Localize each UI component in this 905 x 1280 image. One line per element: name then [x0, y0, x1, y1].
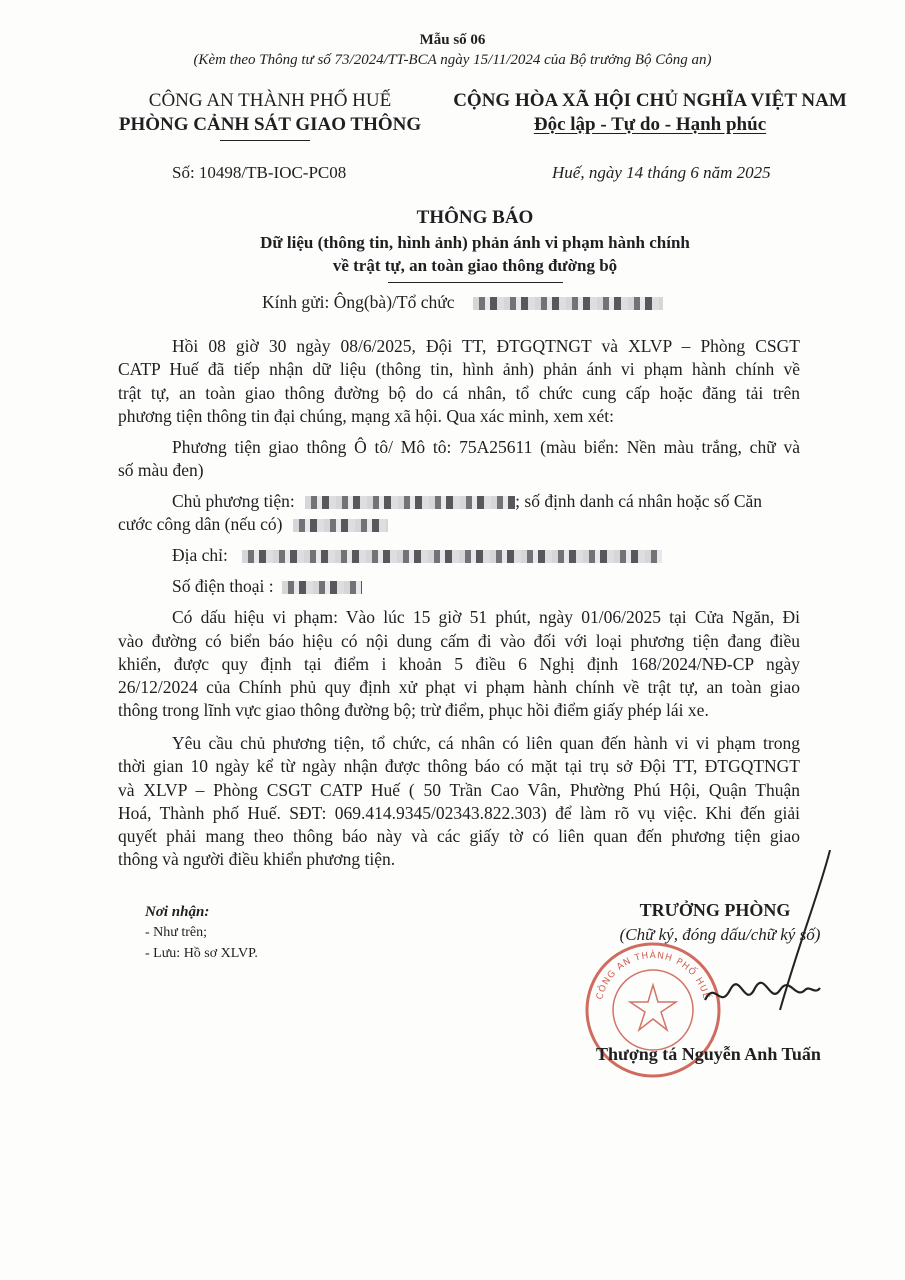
document-number: Số: 10498/TB-IOC-PC08	[172, 163, 347, 182]
vehicle-line-2: số màu đen)	[118, 460, 204, 480]
violation-line-4: 26/12/2024 của Chính phủ quy định xử phạt vi phạm hành chính về trật tự, an toàn giao	[118, 677, 800, 697]
form-number: Mẫu số 06	[419, 32, 486, 48]
phone-line	[172, 576, 362, 597]
document-subtitle-1: Dữ liệu (thông tin, hình ảnh) phản ánh vi phạm hành chính	[260, 233, 690, 252]
national-motto: Độc lập - Tự do - Hạnh phúc	[533, 114, 767, 135]
violation-line-2: vào đường có biển báo hiệu có nội dung cấm đi vào đối với loại phương tiện đang điều	[118, 631, 800, 651]
signer-title: TRƯỞNG PHÒNG	[639, 900, 791, 920]
owner-line	[172, 491, 762, 512]
owner-id-line	[118, 514, 388, 535]
agency-name: CÔNG AN THÀNH PHỐ HUẾ	[148, 90, 392, 111]
address-label: Địa chỉ:	[172, 545, 228, 565]
request-line-3: và XLVP – Phòng CSGT CATP Huế ( 50 Trần Cao Vân, Phường Phú Hội, Quận Thuận	[118, 780, 800, 800]
left-header-divider	[220, 140, 310, 141]
owner-id-label-2: cước công dân (nếu có)	[118, 514, 283, 534]
department-name: PHÒNG CẢNH SÁT GIAO THÔNG	[118, 114, 422, 135]
address-line	[172, 545, 662, 566]
paragraph-1-line-3: trật tự, an toàn giao thông đường bộ do cá nhân, tổ chức cung cấp hoặc đăng tải trên	[118, 383, 800, 403]
vehicle-line-1: Phương tiện giao thông Ô tô/ Mô tô: 75A25611 (màu biển: Nền màu trắng, chữ và	[172, 437, 800, 457]
recipient-item: - Lưu: Hồ sơ XLVP.	[145, 946, 258, 961]
document-title: THÔNG BÁO	[416, 207, 534, 228]
paragraph-1-line-1: Hồi 08 giờ 30 ngày 08/6/2025, Đội TT, ĐTGQTNGT và XLVP – Phòng CSGT	[172, 336, 800, 356]
recipients-label: Nơi nhận:	[145, 904, 210, 920]
signature-note: (Chữ ký, đóng dấu/chữ ký số)	[619, 925, 821, 944]
request-line-6: thông và người điều khiển phương tiện.	[118, 849, 396, 869]
request-line-2: thời gian 10 ngày kể từ ngày nhận được thông báo có mặt tại trụ sở Đội TT, ĐTGQTNGT	[118, 756, 800, 776]
phone-label: Số điện thoại :	[172, 576, 274, 596]
violation-line-1: Có dấu hiệu vi phạm: Vào lúc 15 giờ 51 phút, ngày 01/06/2025 tại Cửa Ngăn, Đi	[172, 607, 800, 627]
redacted-recipient	[473, 297, 663, 310]
form-attachment-note: (Kèm theo Thông tư số 73/2024/TT-BCA ngày 15/11/2024 của Bộ trưởng Bộ Công an)	[193, 52, 712, 68]
recipient-label: Kính gửi: Ông(bà)/Tổ chức	[262, 292, 455, 312]
violation-line-3: khiển, được quy định tại điểm i khoản 5 điều 6 Nghị định 168/2024/NĐ-CP ngày	[118, 654, 800, 674]
redacted-owner-id	[293, 519, 388, 532]
paragraph-1-line-2: CATP Huế đã tiếp nhận dữ liệu (thông tin, hình ảnh) phản ánh vi phạm hành chính về	[118, 359, 800, 379]
title-divider	[388, 282, 563, 283]
owner-id-label: ; số định danh cá nhân hoặc số Căn	[515, 491, 763, 511]
owner-label: Chủ phương tiện:	[172, 491, 295, 511]
request-line-4: Hoá, Thành phố Huế. SĐT: 069.414.9345/02343.822.303) để làm rõ vụ việc. Khi đến giải	[118, 803, 800, 823]
document-subtitle-2: về trật tự, an toàn giao thông đường bộ	[332, 256, 618, 275]
request-line-1: Yêu cầu chủ phương tiện, tổ chức, cá nhân có liên quan đến hành vi vi phạm trong	[172, 733, 800, 753]
redacted-phone	[282, 581, 362, 594]
seal-star-icon	[630, 985, 676, 1030]
redacted-owner-name	[305, 496, 515, 509]
redacted-address	[242, 550, 662, 563]
country-name: CỘNG HÒA XÃ HỘI CHỦ NGHĨA VIỆT NAM	[453, 90, 847, 111]
recipient-item: - Như trên;	[145, 925, 208, 940]
signer-name: Thượng tá Nguyễn Anh Tuấn	[596, 1044, 821, 1064]
handwritten-signature	[700, 850, 900, 1030]
violation-line-5: thông trong lĩnh vực giao thông đường bộ; trừ điểm, phục hồi điểm giấy phép lái xe.	[118, 700, 709, 720]
seal-text-top: CÔNG AN THÀNH PHỐ HUẾ	[595, 950, 711, 1001]
date-place: Huế, ngày 14 tháng 6 năm 2025	[552, 163, 771, 182]
paragraph-1-line-4: phương tiện thông tin đại chúng, mạng xã hội. Qua xác minh, xem xét:	[118, 406, 615, 426]
recipient-line	[262, 292, 663, 313]
request-line-5: quyết phải mang theo thông báo này và các giấy tờ có liên quan đến phương tiện giao	[118, 826, 800, 846]
